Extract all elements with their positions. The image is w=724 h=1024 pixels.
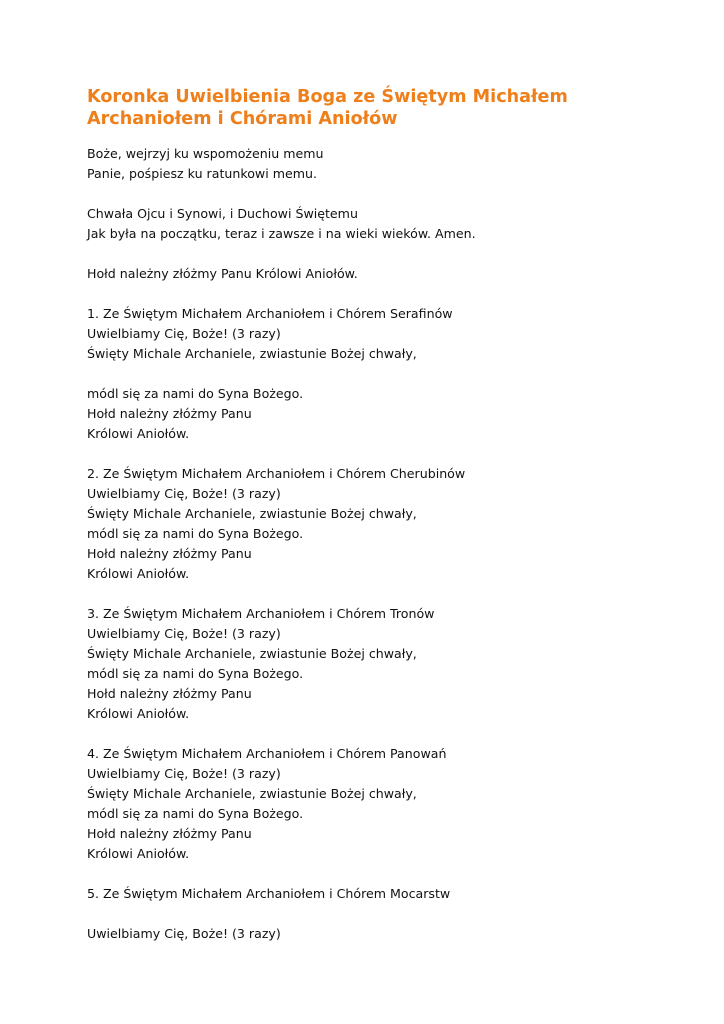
paragraph-gap	[87, 584, 684, 604]
text-line: Święty Michale Archaniele, zwiastunie Bożej chwały,	[87, 506, 417, 521]
text-line: Święty Michale Archaniele, zwiastunie Bożej chwały,	[87, 646, 417, 661]
text-line: Boże, wejrzyj ku wspomożeniu memu	[87, 146, 324, 161]
text-line: Chwała Ojcu i Synowi, i Duchowi Świętemu	[87, 206, 358, 221]
text-line: 1. Ze Świętym Michałem Archaniołem i Chórem Serafinów	[87, 306, 453, 321]
homage-verse	[87, 264, 684, 284]
text-line: Uwielbiamy Cię, Boże! (3 razy)	[87, 326, 281, 341]
text-line: Jak była na początku, teraz i zawsze i na wieki wieków. Amen.	[87, 226, 476, 241]
paragraph-gap	[87, 244, 684, 264]
text-line: Królowi Aniołów.	[87, 846, 190, 861]
title-line: Koronka Uwielbienia Boga ze Świętym Michałem	[87, 87, 568, 107]
text-line: Królowi Aniołów.	[87, 566, 190, 581]
paragraph-gap	[87, 444, 684, 464]
choir-2-section	[87, 464, 684, 584]
paragraph-gap	[87, 724, 684, 744]
paragraph-gap	[87, 284, 684, 304]
paragraph-gap	[87, 864, 684, 884]
text-line: Królowi Aniołów.	[87, 426, 190, 441]
text-line: 5. Ze Świętym Michałem Archaniołem i Chórem Mocarstw	[87, 886, 451, 901]
text-line: Hołd należny złóżmy Panu	[87, 546, 252, 561]
text-line: Uwielbiamy Cię, Boże! (3 razy)	[87, 766, 281, 781]
text-line: Królowi Aniołów.	[87, 706, 190, 721]
paragraph-gap	[87, 904, 684, 924]
choir-4-section	[87, 744, 684, 864]
text-line: Hołd należny złóżmy Panu	[87, 406, 252, 421]
text-line: Święty Michale Archaniele, zwiastunie Bożej chwały,	[87, 786, 417, 801]
text-line: Święty Michale Archaniele, zwiastunie Bożej chwały,	[87, 346, 417, 361]
text-line: 4. Ze Świętym Michałem Archaniołem i Chórem Panowań	[87, 746, 447, 761]
choir-1-section	[87, 304, 684, 364]
document-title	[87, 86, 684, 130]
text-line: módl się za nami do Syna Bożego.	[87, 806, 304, 821]
choir-5-section-continued	[87, 924, 684, 944]
text-line: Uwielbiamy Cię, Boże! (3 razy)	[87, 926, 281, 941]
paragraph-gap	[87, 364, 684, 384]
text-line: Uwielbiamy Cię, Boże! (3 razy)	[87, 486, 281, 501]
text-line: Hołd należny złóżmy Panu Królowi Aniołów.	[87, 266, 358, 281]
choir-3-section	[87, 604, 684, 724]
text-line: Hołd należny złóżmy Panu	[87, 686, 252, 701]
choir-5-section	[87, 884, 684, 904]
text-line: módl się za nami do Syna Bożego.	[87, 386, 304, 401]
text-line: Hołd należny złóżmy Panu	[87, 826, 252, 841]
text-line: módl się za nami do Syna Bożego.	[87, 666, 304, 681]
text-line: Panie, pośpiesz ku ratunkowi memu.	[87, 166, 317, 181]
text-line: 3. Ze Świętym Michałem Archaniołem i Chórem Tronów	[87, 606, 435, 621]
choir-1-section-continued	[87, 384, 684, 444]
glory-be-prayer	[87, 204, 684, 244]
paragraph-gap	[87, 184, 684, 204]
text-line: módl się za nami do Syna Bożego.	[87, 526, 304, 541]
text-line: 2. Ze Świętym Michałem Archaniołem i Chórem Cherubinów	[87, 466, 466, 481]
text-line: Uwielbiamy Cię, Boże! (3 razy)	[87, 626, 281, 641]
title-line: Archaniołem i Chórami Aniołów	[87, 109, 398, 129]
opening-verse	[87, 144, 684, 184]
